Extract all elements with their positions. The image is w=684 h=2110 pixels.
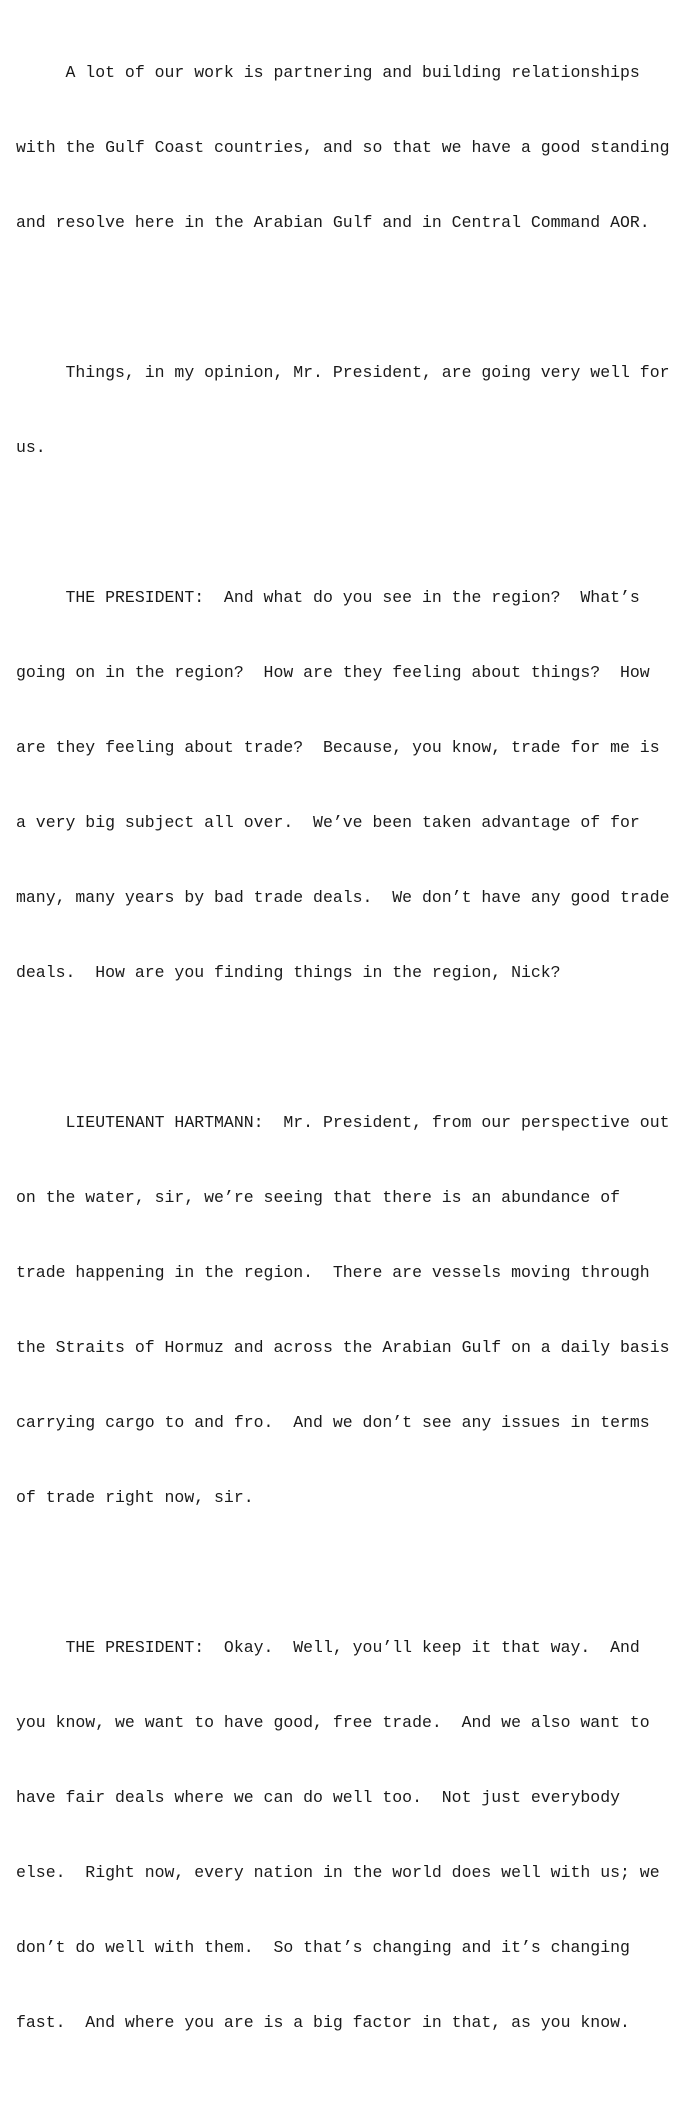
text-line: going on in the region? How are they feeling about things? How (16, 663, 650, 682)
text-line: THE PRESIDENT: And what do you see in the region? What’s (16, 588, 640, 607)
transcript-document (16, 10, 680, 2110)
text-line: and resolve here in the Arabian Gulf and in Central Command AOR. (16, 213, 650, 232)
paragraph-president-question (16, 535, 680, 1035)
text-line: A lot of our work is partnering and building relationships (16, 63, 640, 82)
paragraph-going-well (16, 310, 680, 510)
text-line: with the Gulf Coast countries, and so that we have a good standing (16, 138, 670, 157)
text-line: Things, in my opinion, Mr. President, are going very well for (16, 363, 670, 382)
text-line: else. Right now, every nation in the world does well with us; we (16, 1863, 660, 1882)
text-line: a very big subject all over. We’ve been taken advantage of for (16, 813, 640, 832)
text-line: don’t do well with them. So that’s changing and it’s changing (16, 1938, 630, 1957)
text-line: carrying cargo to and fro. And we don’t see any issues in terms (16, 1413, 650, 1432)
text-line: on the water, sir, we’re seeing that there is an abundance of (16, 1188, 620, 1207)
text-line: deals. How are you finding things in the region, Nick? (16, 963, 561, 982)
paragraph-hartmann-answer (16, 1060, 680, 1560)
text-line: us. (16, 438, 46, 457)
paragraph-president-response (16, 1585, 680, 2085)
text-line: you know, we want to have good, free trade. And we also want to (16, 1713, 650, 1732)
text-line: THE PRESIDENT: Okay. Well, you’ll keep it that way. And (16, 1638, 640, 1657)
text-line: the Straits of Hormuz and across the Arabian Gulf on a daily basis (16, 1338, 670, 1357)
text-line: trade happening in the region. There are vessels moving through (16, 1263, 650, 1282)
text-line: LIEUTENANT HARTMANN: Mr. President, from our perspective out (16, 1113, 670, 1132)
paragraph-partnering (16, 10, 680, 285)
text-line: have fair deals where we can do well too. Not just everybody (16, 1788, 620, 1807)
text-line: fast. And where you are is a big factor in that, as you know. (16, 2013, 630, 2032)
text-line: are they feeling about trade? Because, you know, trade for me is (16, 738, 660, 757)
text-line: many, many years by bad trade deals. We don’t have any good trade (16, 888, 670, 907)
text-line: of trade right now, sir. (16, 1488, 254, 1507)
